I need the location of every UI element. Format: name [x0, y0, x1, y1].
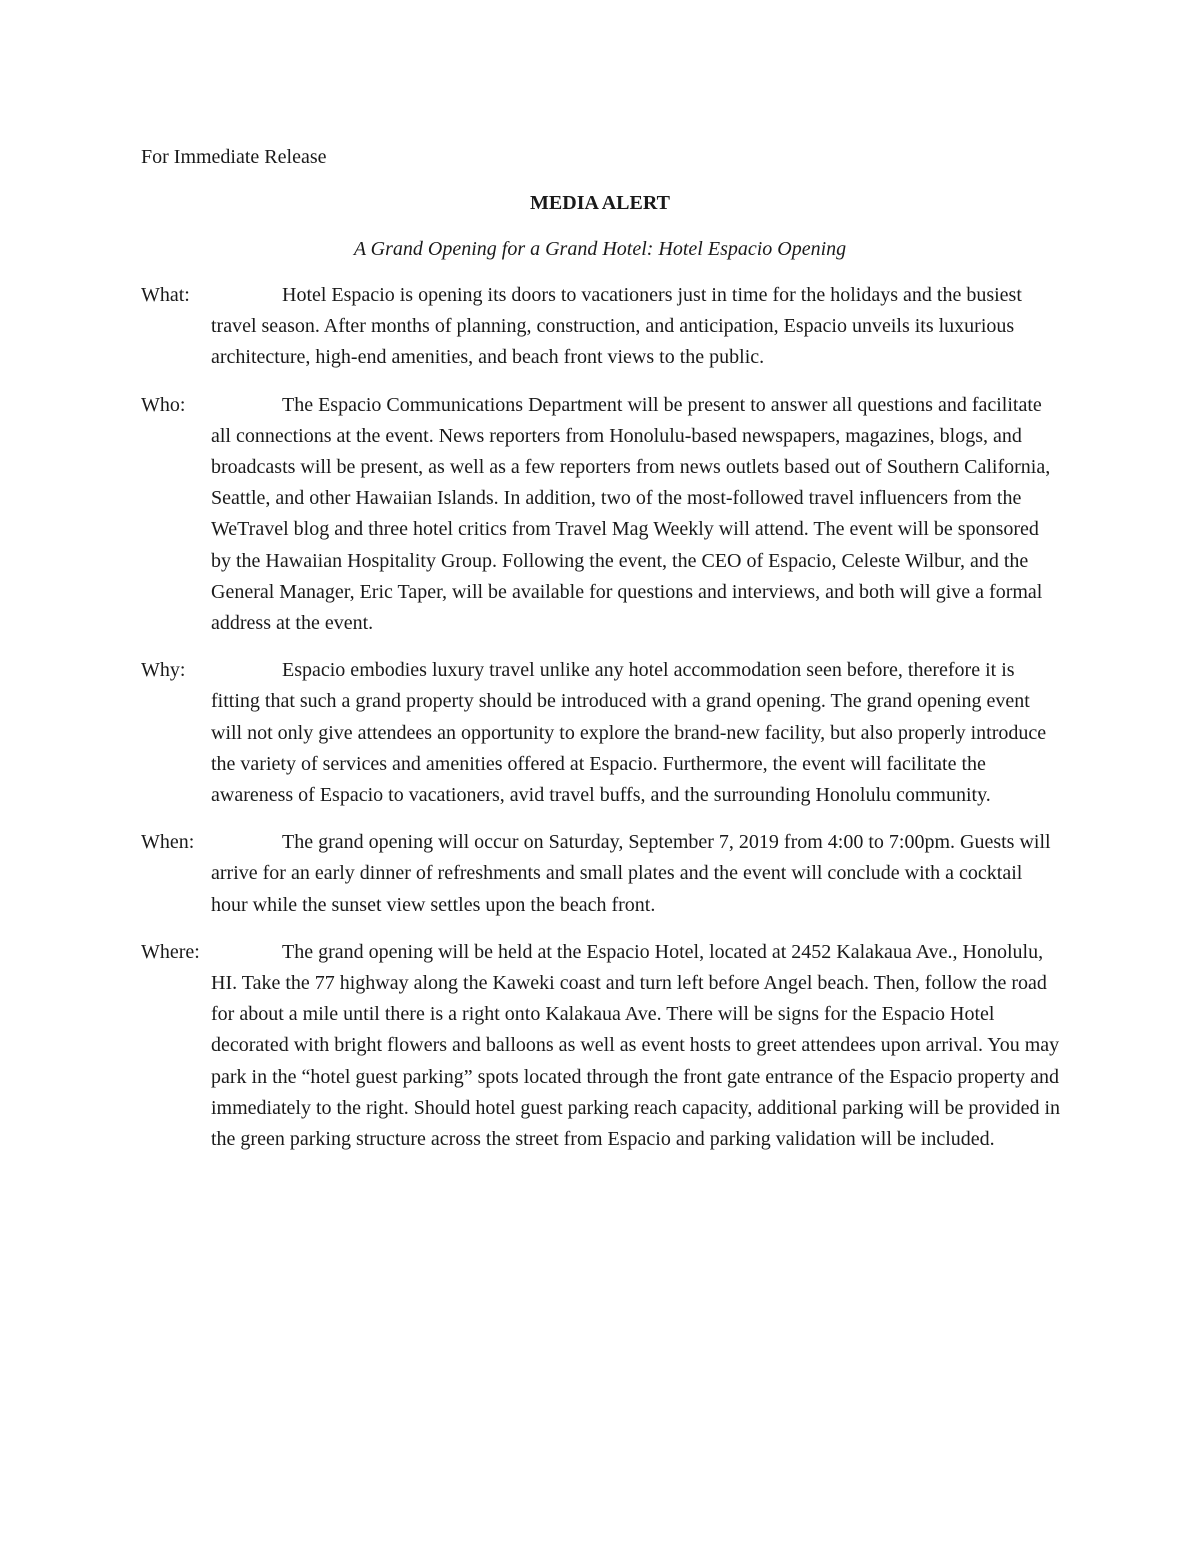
- section-text: The grand opening will be held at the Espacio Hotel, located at 2452 Kalakaua Ave., Honolulu, HI. Take the 77 highway along the Kaweki coast and turn left before Angel beach. Then, follow the road for about a mile until there is a right onto Kalakaua Ave. There will be signs for the Espacio Hotel decorated with bright flowers and balloons as well as event hosts to greet attendees upon arrival. You may park in the “hotel guest parking” spots located through the front gate entrance of the Espacio property and immediately to the right. Should hotel guest parking reach capacity, additional parking will be provided in the green parking structure across the street from Espacio and parking validation will be included.: [211, 940, 1061, 1151]
- subheadline: A Grand Opening for a Grand Hotel: Hotel Espacio Opening: [353, 238, 847, 260]
- section-label: When:: [141, 831, 195, 854]
- section-label: What:: [141, 284, 190, 306]
- sections: [141, 280, 1061, 1171]
- section-text: The Espacio Communications Department will be present to answer all questions and facilitate all connections at the event. News reporters from Honolulu-based newspapers, magazines, blogs, and broadcasts will be present, as well as a few reporters from news outlets based out of Southern California, Seattle, and other Hawaiian Islands. In addition, two of the most-followed travel influencers from the WeTravel blog and three hotel critics from Travel Mag Weekly will attend. The event will be sponsored by the Hawaiian Hospitality Group. Following the event, the CEO of Espacio, Celeste Wilbur, and the General Manager, Eric Taper, will be available for questions and interviews, and both will give a formal address at the event.: [211, 393, 1051, 635]
- release-line: For Immediate Release: [141, 146, 327, 168]
- section-label: Why:: [141, 659, 186, 682]
- section-label: Who:: [141, 393, 186, 416]
- section-who: [141, 390, 1061, 640]
- section-text: The grand opening will occur on Saturday, September 7, 2019 from 4:00 to 7:00pm. Guests will arrive for an early dinner of refreshments and small plates and the event will conclude with a cocktail hour while the sunset view settles upon the beach front.: [211, 831, 1051, 916]
- section-label: Where:: [141, 940, 200, 963]
- headline: MEDIA ALERT: [530, 192, 670, 214]
- section-text: Espacio embodies luxury travel unlike any hotel accommodation seen before, therefore it is fitting that such a grand property should be introduced with a grand opening. The grand opening event will not only give attendees an opportunity to explore the brand-new facility, but also properly introduce the variety of services and amenities offered at Espacio. Furthermore, the event will facilitate the awareness of Espacio to vacationers, avid travel buffs, and the surrounding Honolulu community.: [211, 659, 1047, 807]
- section-what: [141, 280, 1061, 374]
- section-text: Hotel Espacio is opening its doors to vacationers just in time for the holidays and the busiest travel season. After months of planning, construction, and anticipation, Espacio unveils its luxurious architecture, high-end amenities, and beach front views to the public.: [211, 284, 1022, 369]
- section-where: [141, 937, 1061, 1155]
- section-why: [141, 655, 1061, 811]
- section-when: [141, 827, 1061, 921]
